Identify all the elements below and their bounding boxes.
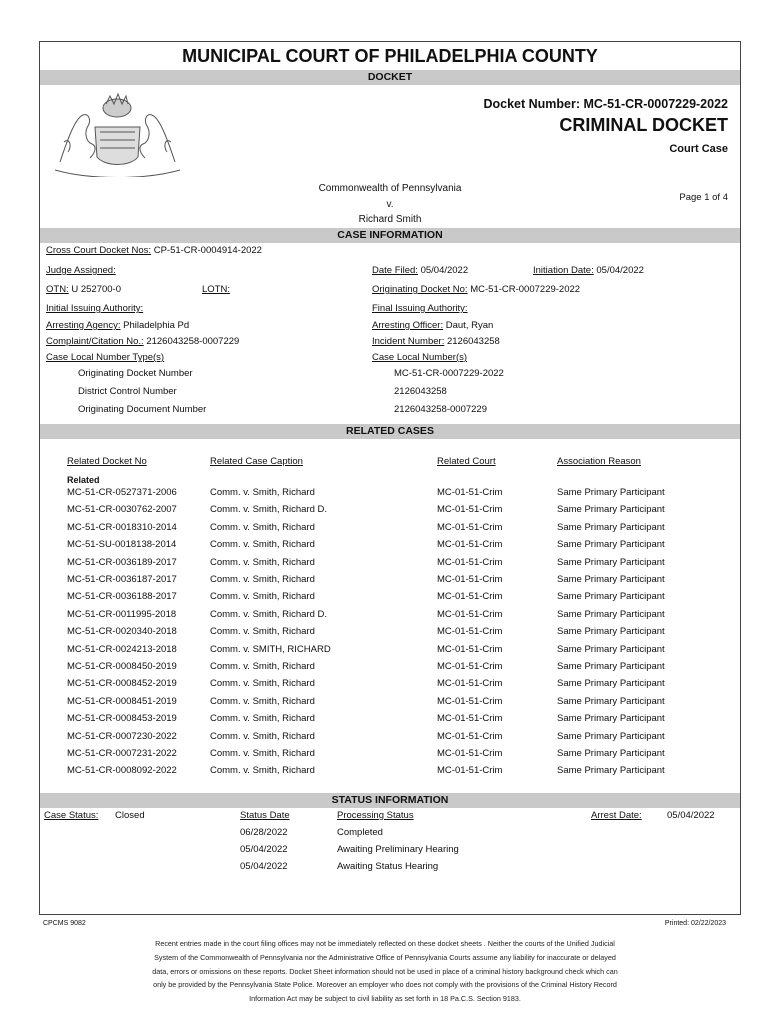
docket-frame	[39, 41, 741, 915]
related-case-caption: Comm. v. Smith, Richard	[210, 626, 315, 638]
date-filed-value: 05/04/2022	[420, 265, 469, 276]
related-case-caption: Comm. v. Smith, Richard	[210, 748, 315, 759]
related-docket-no: MC-51-CR-0036189-2017	[67, 556, 177, 568]
printed-date: Printed: 02/22/2023	[664, 920, 726, 927]
related-court: MC-01-51-Crim	[437, 556, 503, 568]
caption-versus: v.	[386, 199, 394, 210]
local-number-item: 2126043258-0007229	[394, 404, 487, 415]
association-reason: Same Primary Participant	[557, 643, 665, 655]
col-related-docket: Related Docket No	[67, 456, 147, 467]
case-status-value: Closed	[115, 810, 145, 821]
initiation-date	[533, 265, 644, 276]
initiation-date-value: 05/04/2022	[596, 265, 644, 276]
related-docket-no: MC-51-CR-0018310-2014	[67, 521, 177, 533]
incident-number	[372, 336, 500, 347]
date-filed-label: Date Filed:	[372, 265, 418, 276]
cross-court-label: Cross Court Docket Nos:	[46, 245, 152, 256]
case-status-label: Case Status:	[44, 810, 99, 821]
related-docket-no: MC-51-CR-0008092-2022	[67, 765, 177, 777]
cross-court-value: CP-51-CR-0004914-2022	[153, 245, 262, 256]
status-date: 05/04/2022	[240, 844, 288, 855]
related-court: MC-01-51-Crim	[437, 521, 503, 533]
related-case-caption: Comm. v. Smith, Richard	[210, 487, 315, 498]
association-reason: Same Primary Participant	[557, 626, 665, 638]
final-issuing-authority-label: Final Issuing Authority:	[372, 303, 468, 314]
col-related-court: Related Court	[437, 456, 496, 467]
disclaimer	[55, 937, 715, 1006]
processing-status: Completed	[337, 827, 383, 838]
disclaimer-line: only be provided by the Pennsylvania State Police. Moreover an employer who does not comply with the provisions of the Criminal History Record	[153, 980, 617, 990]
local-type-item: District Control Number	[78, 386, 177, 397]
status-date: 06/28/2022	[240, 827, 288, 838]
association-reason: Same Primary Participant	[557, 521, 665, 533]
case-kind: Court Case	[669, 143, 728, 155]
related-case-caption: Comm. v. Smith, Richard D.	[210, 504, 328, 516]
local-number-item: MC-51-CR-0007229-2022	[394, 368, 504, 379]
related-court: MC-01-51-Crim	[437, 661, 503, 672]
related-case-caption: Comm. v. Smith, Richard	[210, 695, 315, 707]
docket-section-bar: DOCKET	[40, 70, 740, 85]
col-association-reason: Association Reason	[557, 456, 641, 467]
related-court: MC-01-51-Crim	[437, 678, 503, 690]
case-local-number-label: Case Local Number(s)	[372, 352, 468, 363]
related-court: MC-01-51-Crim	[437, 748, 503, 759]
related-docket-no: MC-51-CR-0020340-2018	[67, 626, 177, 638]
status-information-bar: STATUS INFORMATION	[40, 793, 740, 808]
judge-assigned-label: Judge Assigned:	[46, 265, 116, 276]
related-case-caption: Comm. v. Smith, Richard	[210, 713, 315, 725]
arrest-date-value: 05/04/2022	[667, 810, 715, 821]
association-reason: Same Primary Participant	[557, 765, 665, 777]
disclaimer-line: Information Act may be subject to civil liability as set forth in 18 Pa.C.S. Section 9183.	[249, 994, 521, 1004]
association-reason: Same Primary Participant	[557, 504, 665, 516]
related-docket-no: MC-51-CR-0527371-2006	[67, 487, 177, 498]
related-court: MC-01-51-Crim	[437, 643, 503, 655]
related-court: MC-01-51-Crim	[437, 695, 503, 707]
disclaimer-line: data, errors or omissions on these reports. Docket Sheet information should not be used in place of a criminal history background check which can	[152, 966, 618, 976]
related-case-caption: Comm. v. Smith, Richard	[210, 539, 315, 551]
related-case-caption: Comm. v. Smith, Richard	[210, 678, 315, 690]
related-court: MC-01-51-Crim	[437, 730, 503, 742]
otn-value: U 252700-0	[71, 284, 121, 295]
related-case-caption: Comm. v. Smith, Richard	[210, 765, 315, 777]
related-court: MC-01-51-Crim	[437, 608, 503, 620]
arresting-officer	[372, 320, 493, 331]
originating-docket	[372, 284, 580, 295]
related-court: MC-01-51-Crim	[437, 487, 503, 498]
form-id: CPCMS 9082	[43, 920, 86, 927]
incident-number-label: Incident Number:	[372, 336, 445, 347]
incident-number-value: 2126043258	[446, 336, 500, 347]
processing-status-label: Processing Status	[337, 810, 414, 821]
related-court: MC-01-51-Crim	[437, 591, 503, 603]
association-reason: Same Primary Participant	[557, 487, 665, 498]
disclaimer-line: Recent entries made in the court filing offices may not be immediately reflected on these docket sheets . Neither the courts of the Unified Judicial	[155, 939, 615, 948]
complaint-citation	[46, 336, 239, 347]
related-case-caption: Comm. v. Smith, Richard	[210, 661, 315, 672]
related-docket-no: MC-51-CR-0008452-2019	[67, 678, 177, 690]
related-court: MC-01-51-Crim	[437, 765, 503, 777]
docket-type: CRIMINAL DOCKET	[559, 115, 728, 135]
related-docket-no: MC-51-CR-0030762-2007	[67, 504, 177, 516]
related-docket-no: MC-51-SU-0018138-2014	[67, 539, 177, 551]
arresting-agency	[46, 320, 189, 331]
status-date-label: Status Date	[240, 810, 290, 821]
pennsylvania-seal-icon	[50, 92, 185, 177]
association-reason: Same Primary Participant	[557, 695, 665, 707]
caption-defendant: Richard Smith	[358, 214, 422, 225]
related-docket-no: MC-51-CR-0036187-2017	[67, 574, 177, 585]
related-court: MC-01-51-Crim	[437, 626, 503, 638]
local-type-item: Originating Document Number	[78, 404, 207, 415]
case-information-bar: CASE INFORMATION	[40, 228, 740, 243]
related-cases-bar: RELATED CASES	[40, 424, 740, 439]
related-case-caption: Comm. v. Smith, Richard	[210, 730, 315, 742]
related-docket-no: MC-51-CR-0007230-2022	[67, 730, 177, 742]
arresting-officer-value: Daut, Ryan	[445, 320, 494, 331]
caption-plaintiff: Commonwealth of Pennsylvania	[318, 183, 462, 194]
initial-issuing-authority-label: Initial Issuing Authority:	[46, 303, 144, 314]
complaint-citation-label: Complaint/Citation No.:	[46, 336, 144, 347]
local-type-item: Originating Docket Number	[78, 368, 193, 379]
related-case-caption: Comm. v. SMITH, RICHARD	[210, 643, 331, 655]
association-reason: Same Primary Participant	[557, 678, 665, 690]
otn-label: OTN:	[46, 284, 69, 295]
related-case-caption: Comm. v. Smith, Richard	[210, 591, 315, 603]
local-number-item: 2126043258	[394, 386, 447, 397]
otn	[46, 284, 121, 295]
related-court: MC-01-51-Crim	[437, 574, 503, 585]
related-group-label: Related	[67, 475, 100, 485]
association-reason: Same Primary Participant	[557, 574, 665, 585]
association-reason: Same Primary Participant	[557, 661, 665, 672]
originating-docket-label: Originating Docket No:	[372, 284, 468, 295]
related-case-caption: Comm. v. Smith, Richard	[210, 574, 315, 585]
disclaimer-line: System of the Commonwealth of Pennsylvania nor the Administrative Office of Pennsylvania Courts assume any liability for inaccurate or delayed	[154, 952, 616, 962]
association-reason: Same Primary Participant	[557, 556, 665, 568]
related-case-caption: Comm. v. Smith, Richard	[210, 521, 315, 533]
association-reason: Same Primary Participant	[557, 591, 665, 603]
association-reason: Same Primary Participant	[557, 539, 665, 551]
case-status	[44, 810, 145, 821]
related-court: MC-01-51-Crim	[437, 539, 503, 551]
related-docket-no: MC-51-CR-0008450-2019	[67, 661, 177, 672]
related-court: MC-01-51-Crim	[437, 713, 503, 725]
originating-docket-value: MC-51-CR-0007229-2022	[470, 284, 581, 295]
related-docket-no: MC-51-CR-0007231-2022	[67, 748, 177, 759]
related-case-caption: Comm. v. Smith, Richard D.	[210, 608, 328, 620]
page-number: Page 1 of 4	[679, 192, 728, 203]
association-reason: Same Primary Participant	[557, 713, 665, 725]
docket-number: Docket Number: MC-51-CR-0007229-2022	[483, 97, 728, 111]
association-reason: Same Primary Participant	[557, 748, 665, 759]
related-docket-no: MC-51-CR-0036188-2017	[67, 591, 177, 603]
association-reason: Same Primary Participant	[557, 608, 665, 620]
association-reason: Same Primary Participant	[557, 730, 665, 742]
processing-status: Awaiting Preliminary Hearing	[337, 844, 459, 855]
complaint-citation-value: 2126043258-0007229	[146, 336, 240, 347]
cross-court-docket	[46, 245, 262, 256]
related-docket-no: MC-51-CR-0011995-2018	[67, 608, 177, 620]
date-filed	[372, 265, 468, 276]
arrest-date-label: Arrest Date:	[591, 810, 642, 821]
related-court: MC-01-51-Crim	[437, 504, 503, 516]
related-docket-no: MC-51-CR-0008451-2019	[67, 695, 177, 707]
arresting-agency-label: Arresting Agency:	[46, 320, 121, 331]
court-title: MUNICIPAL COURT OF PHILADELPHIA COUNTY	[182, 46, 598, 66]
case-local-number-type-label: Case Local Number Type(s)	[46, 352, 165, 363]
status-date: 05/04/2022	[240, 861, 288, 872]
initiation-date-label: Initiation Date:	[533, 265, 594, 276]
related-case-caption: Comm. v. Smith, Richard	[210, 556, 315, 568]
arresting-officer-label: Arresting Officer:	[372, 320, 444, 331]
processing-status: Awaiting Status Hearing	[337, 861, 439, 872]
lotn-label: LOTN:	[202, 284, 230, 295]
col-related-caption: Related Case Caption	[210, 456, 303, 467]
arresting-agency-value: Philadelphia Pd	[123, 320, 190, 331]
related-docket-no: MC-51-CR-0024213-2018	[67, 643, 177, 655]
related-docket-no: MC-51-CR-0008453-2019	[67, 713, 177, 725]
